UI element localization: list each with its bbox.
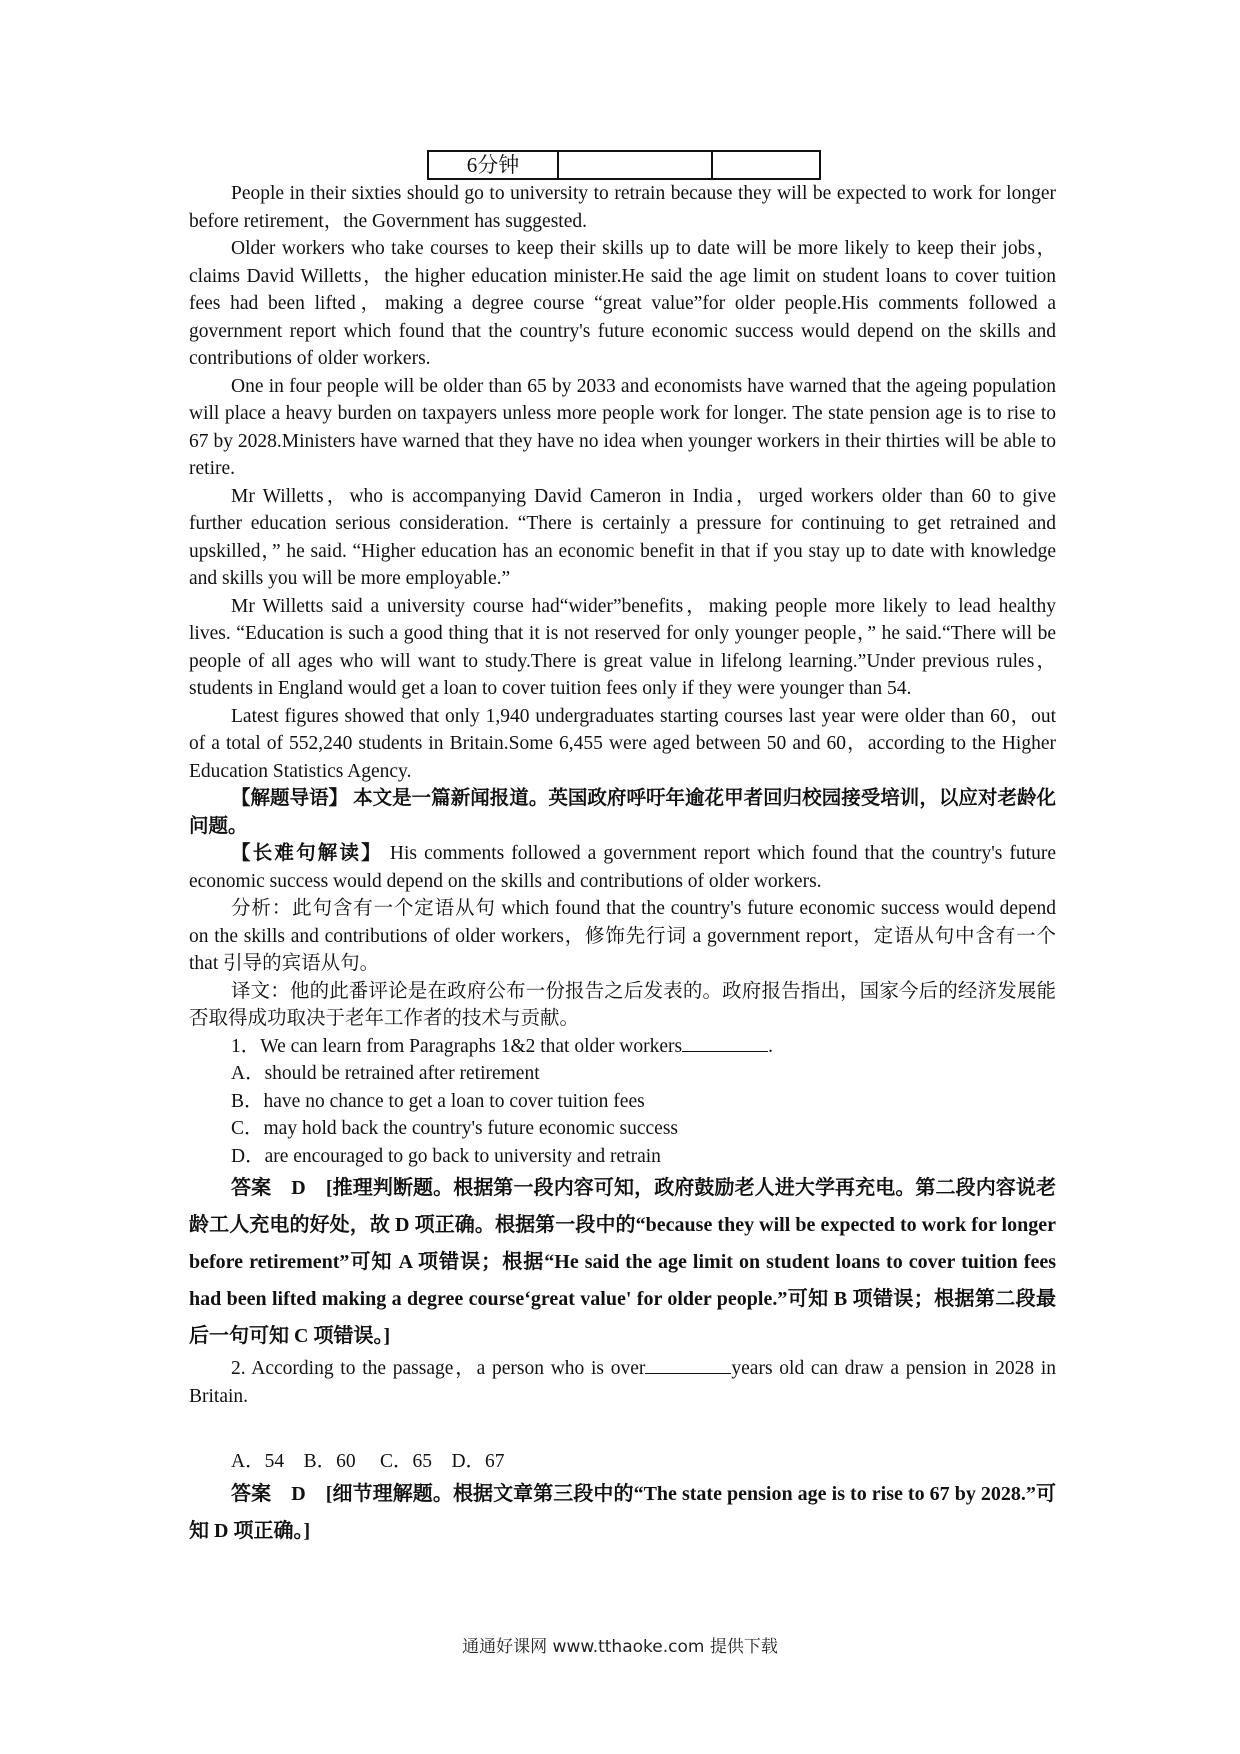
long-sentence-analysis: 分析：此句含有一个定语从句 which found that the country's future economic success would depend on the skills and contributions of older workers，修饰先行词 a government report，定语从句中含有一个 that 引导的宾语从句。 [189, 898, 1056, 974]
question-1-option-c: C．may hold back the country's future economic success [231, 1118, 679, 1139]
passage-paragraph-2: Older workers who take courses to keep their skills up to date will be more likely to keep their jobs，claims David Willetts，the higher education minister.He said the age limit on student loans to cover tuition fees had been lifted，making a degree course “great value”for older people.His comments followed a government report which found that the country's future economic success would depend on the skills and contributions of older workers. [189, 238, 1056, 369]
long-sentence-text: His comments followed a government report which found that the country's future economic success would depend on the skills and contributions of older workers. [189, 843, 1056, 892]
question-2-answer: 答案 D [细节理解题。根据文章第三段中的“The state pension age is to rise to 67 by 2028.”可知 D 项正确。] [189, 1482, 1056, 1542]
question-1-option-b: B．have no chance to get a loan to cover tuition fees [231, 1090, 645, 1112]
long-sentence-translation: 译文：他的此番评论是在政府公布一份报告之后发表的。政府报告指出，国家今后的经济发展能否取得成功取决于老年工作者的技术与贡献。 [189, 980, 1056, 1029]
page-footer: 通通好课网 www.tthaoke.com 提供下载 [462, 1637, 778, 1657]
question-1-stem-before: 1．We can learn from Paragraphs 1&2 that older workers [231, 1035, 683, 1057]
long-sentence-label: 【长难句解读】 [231, 843, 383, 864]
question-2-options: A．54 B．60 C．65 D．67 [231, 1451, 505, 1472]
passage-paragraph-6: Latest figures showed that only 1,940 undergraduates starting courses last year were older than 60，out of a total of 552,240 students in Britain.Some 6,455 were aged between 50 and 60，according to the Higher Education Statistics Agency. [189, 705, 1056, 782]
guide-section [189, 785, 1056, 840]
question-2-stem-before: 2. According to the passage，a person who is over [231, 1358, 646, 1379]
spacer [189, 1410, 1056, 1448]
passage-paragraph-3: One in four people will be older than 65 by 2033 and economists have warned that the ageing population will place a heavy burden on taxpayers unless more people work for longer. The state pension age is to rise to 67 by 2028.Ministers have warned that they have no idea when younger workers in their thirties will be able to retire. [189, 375, 1056, 479]
answer-blank [682, 1033, 768, 1052]
question-1-answer: 答案 D [推理判断题。根据第一段内容可知，政府鼓励老人进大学再充电。第二段内容说老龄工人充电的好处，故 D 项正确。根据第一段中的“because they will be expected to work for longer before retirement”可知 A 项错误；根据“He said the age limit on student loans to cover tuition fees had been lifted making a degree course‘great value' for older people.”可知 B 项错误；根据第二段最后一句可知 C 项错误。] [189, 1177, 1056, 1347]
guide-text: 本文是一篇新闻报道。英国政府呼吁年逾花甲者回归校园接受培训，以应对老龄化问题。 [189, 788, 1056, 837]
question-1-stem-after: . [768, 1035, 773, 1057]
question-1-stem [189, 1033, 1056, 1061]
passage-paragraph-1: People in their sixties should go to university to retrain because they will be expected to work for longer before retirement，the Government has suggested. [189, 183, 1056, 232]
timer-cell-blank-1 [558, 151, 712, 179]
document-body [189, 180, 1056, 1550]
question-1-option-d: D．are encouraged to go back to university and retrain [231, 1145, 661, 1167]
timer-table [427, 150, 821, 180]
timer-cell-blank-2 [712, 151, 820, 179]
question-2-stem-after: years old can draw a pension in 2028 in Britain. [189, 1358, 1056, 1407]
passage-paragraph-5: Mr Willetts said a university course had“wider”benefits，making people more likely to lead healthy lives. “Education is such a good thing that it is not reserved for only younger people，” he said.“There will be people of all ages who will want to study.There is great value in lifelong learning.”Under previous rules，students in England would get a loan to cover tuition fees only if they were younger than 54. [189, 595, 1056, 699]
long-sentence-section [189, 840, 1056, 895]
answer-blank [645, 1355, 731, 1374]
passage-paragraph-4: Mr Willetts，who is accompanying David Cameron in India，urged workers older than 60 to give further education serious consideration. “There is certainly a pressure for continuing to get retrained and upskilled，” he said. “Higher education has an economic benefit in that if you stay up to date with knowledge and skills you will be more employable.” [189, 485, 1056, 589]
question-1-option-a: A．should be retrained after retirement [231, 1063, 540, 1084]
guide-label: 【解题导语】 [231, 788, 349, 809]
question-2-stem [189, 1355, 1056, 1410]
timer-cell-time: 6分钟 [428, 151, 558, 179]
